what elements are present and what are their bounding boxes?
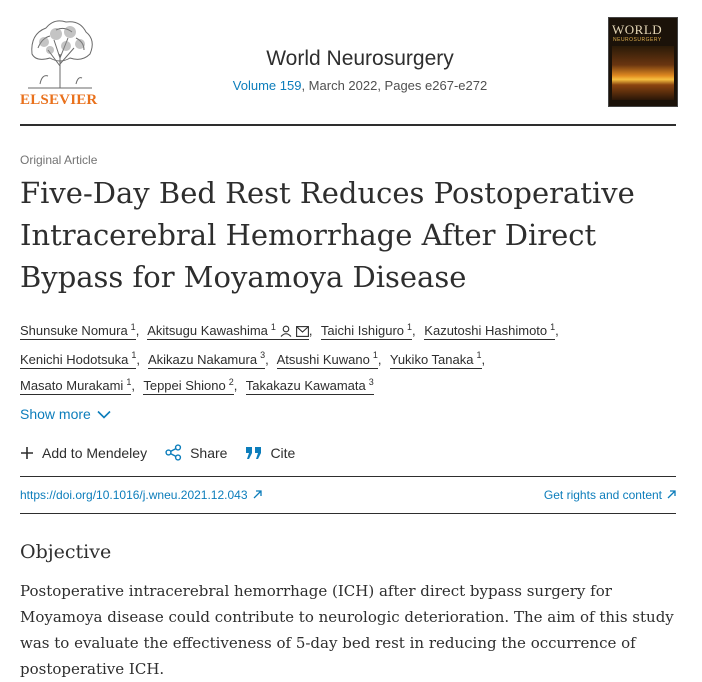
cite-button[interactable] [245,445,295,461]
add-to-mendeley-button[interactable] [20,445,147,461]
author-item[interactable]: Kazutoshi Hashimoto $^1$ [424,322,556,339]
article-actions [20,444,313,461]
journal-header [20,12,676,124]
volume-link[interactable]: Volume 159 [232,78,302,93]
author-item[interactable]: Akitsugu Kawashima $^1$ [147,323,309,340]
external-link-icon [667,488,676,502]
chevron-down-icon [97,406,111,422]
header-divider [20,124,676,126]
quote-icon [245,446,262,460]
plus-icon [20,446,34,460]
author-list: Shunsuke Nomura $^1$, Akitsugu Kawashima $^1$ , Taichi Ishiguro $^1$, Kazutoshi Hashimoto $^1$, Kenichi Hodotsuka $^1$, Akikazu Nakamura $^3$, Atsushi Kuwano $^1$, Yukiko Tanaka $^1$, Masato Murakami $^1$, Teppei Shiono $^2$, Takakazu Kawamata $^3$ [20,322,559,393]
get-rights-label: Get rights and content [543,488,662,502]
author-item[interactable]: Yukiko Tanaka $^1$ [389,350,482,367]
share-icon [165,444,182,461]
person-icon [280,322,292,344]
abstract-paragraph: Postoperative intracerebral hemorrhage (ICH) after direct bypass surgery for Moyamoya disease could contribute to neurologic deterioration. The aim of this study was to evaluate the effectiveness of 5-day bed rest in reducing the occurrence of postoperative ICH. [20,582,674,678]
doi-bottom-divider [20,513,676,514]
show-more-label: Show more [20,406,91,422]
journal-cover-image[interactable] [608,17,678,107]
author-item[interactable]: Atsushi Kuwano $^1$ [276,350,378,367]
author-item[interactable]: Takakazu Kawamata $^3$ [245,376,374,393]
elsevier-tree-icon [20,14,100,90]
get-rights-link[interactable] [544,488,676,502]
author-item[interactable]: Taichi Ishiguro $^1$ [320,322,413,339]
author-item[interactable]: Teppei Shiono $^2$ [143,376,234,393]
author-item[interactable]: Shunsuke Nomura $^1$ [20,322,136,339]
elsevier-logo[interactable] [20,14,100,110]
journal-title[interactable]: World Neurosurgery [266,47,454,70]
journal-info [200,46,520,93]
cover-title: WORLD [612,22,663,37]
cover-subtitle: NEUROSURGERY [613,37,662,43]
share-button[interactable] [165,444,227,461]
add-to-mendeley-label: Add to Mendeley [42,444,148,461]
author-item[interactable]: Akikazu Nakamura $^3$ [147,350,266,367]
envelope-icon [296,322,309,344]
doi-top-divider [20,476,676,477]
article-type: Original Article [20,153,98,167]
publisher-name: ELSEVIER [20,92,98,108]
doi-text: https://doi.org/10.1016/j.wneu.2021.12.043 [20,488,248,502]
doi-link[interactable] [20,488,262,502]
share-label: Share [190,444,228,461]
show-more-button[interactable] [20,406,111,422]
author-item[interactable]: Masato Murakami $^1$ [20,376,132,393]
issue-pages: , March 2022, Pages e267-e272 [301,78,488,93]
article-title: Five-Day Bed Rest Reduces Postoperative Intracerebral Hemorrhage After Direct Bypass for Moyamoya Disease [20,176,635,294]
external-link-icon [253,488,262,502]
author-item[interactable]: Kenichi Hodotsuka $^1$ [20,350,137,367]
cover-photo [612,46,674,100]
journal-meta [200,78,520,93]
cite-label: Cite [270,444,296,461]
section-heading-objective: Objective [20,541,112,563]
